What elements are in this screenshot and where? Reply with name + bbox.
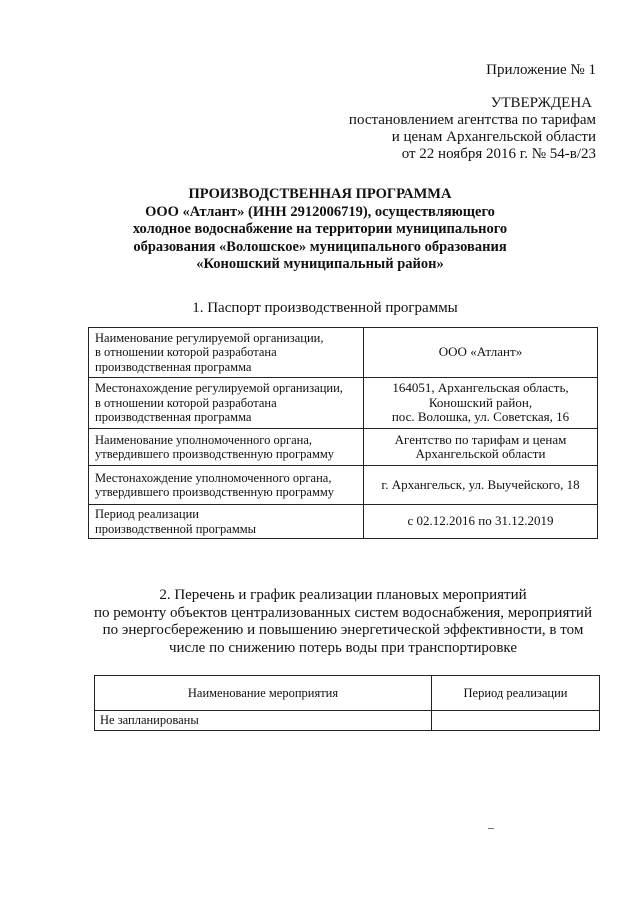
row-value xyxy=(364,466,598,505)
label-line: производственная программа xyxy=(95,410,252,425)
table-row xyxy=(89,378,598,429)
scan-mark xyxy=(488,828,494,829)
table-row xyxy=(89,466,598,505)
label-line: Период реализации xyxy=(95,507,199,521)
label-line: в отношении которой разработана xyxy=(95,395,277,410)
approval-line: от 22 ноября 2016 г. № 54-в/23 xyxy=(401,146,596,162)
col-period-header: Период реализации xyxy=(432,676,600,711)
row-value xyxy=(364,429,598,466)
title-line: образования «Волошское» муниципального образования xyxy=(133,238,507,255)
heading-line: по энергосбережению и повышению энергетической эффективности, в том xyxy=(102,622,584,638)
row-label xyxy=(89,378,364,429)
label-line: Наименование уполномоченного органа, xyxy=(95,432,312,447)
approval-line: и ценам Архангельской области xyxy=(391,129,596,145)
label-line: Местонахождение уполномоченного органа, xyxy=(95,470,332,485)
label-line: Местонахождение регулируемой организации, xyxy=(95,381,343,396)
value-line: Агентство по тарифам и ценам xyxy=(394,431,567,447)
value-line: г. Архангельск, ул. Выучейского, 18 xyxy=(381,476,580,492)
label-line: в отношении которой разработана xyxy=(95,345,277,360)
col-event-header: Наименование мероприятия xyxy=(95,676,432,711)
label-line: утвердившего производственную программу xyxy=(95,447,335,461)
row-value xyxy=(364,505,598,539)
table-row xyxy=(89,429,598,466)
appendix-number: Приложение № 1 xyxy=(486,62,596,78)
section2-heading xyxy=(88,587,598,657)
title-line: ООО «Атлант» (ИНН 2912006719), осуществляющего xyxy=(145,203,495,220)
approval-line: постановлением агентства по тарифам xyxy=(348,112,596,128)
approved-label: УТВЕРЖДЕНА xyxy=(490,95,592,111)
title-line: холодное водоснабжение на территории муниципального xyxy=(132,221,508,237)
row-value xyxy=(364,378,598,429)
row-label xyxy=(89,429,364,466)
heading-line: по ремонту объектов централизованных систем водоснабжения, мероприятий xyxy=(94,604,592,621)
heading-line: 2. Перечень и график реализации плановых мероприятий xyxy=(159,587,527,603)
value-line: Коношский район, xyxy=(428,394,533,410)
events-table xyxy=(94,675,600,731)
value-line: пос. Волошка, ул. Советская, 16 xyxy=(391,409,570,425)
value-line: ООО «Атлант» xyxy=(438,344,523,360)
label-line: утвердившего производственную программу xyxy=(95,485,335,499)
row-label xyxy=(89,505,364,539)
heading-line: числе по снижению потерь воды при транспортировке xyxy=(168,639,518,656)
approval-block xyxy=(300,95,596,163)
event-cell: Не запланированы xyxy=(95,711,432,731)
table-row xyxy=(89,328,598,378)
row-label xyxy=(89,466,364,505)
period-cell xyxy=(432,711,600,731)
table-header-row xyxy=(95,676,600,711)
row-label xyxy=(89,328,364,378)
table-row xyxy=(95,711,600,731)
document-title xyxy=(110,186,530,274)
row-value xyxy=(364,328,598,378)
label-line: производственная программа xyxy=(95,359,252,374)
value-line: с 02.12.2016 по 31.12.2019 xyxy=(407,513,554,529)
table-row xyxy=(89,505,598,539)
value-line: Архангельской области xyxy=(415,446,546,461)
title-line: «Коношский муниципальный район» xyxy=(196,256,444,272)
value-line: 164051, Архангельская область, xyxy=(392,380,569,396)
label-line: Наименование регулируемой организации, xyxy=(95,330,324,345)
section1-heading: 1. Паспорт производственной программы xyxy=(192,300,458,316)
passport-table xyxy=(88,327,598,539)
label-line: производственной программы xyxy=(95,521,257,536)
title-line: ПРОИЗВОДСТВЕННАЯ ПРОГРАММА xyxy=(188,186,452,202)
